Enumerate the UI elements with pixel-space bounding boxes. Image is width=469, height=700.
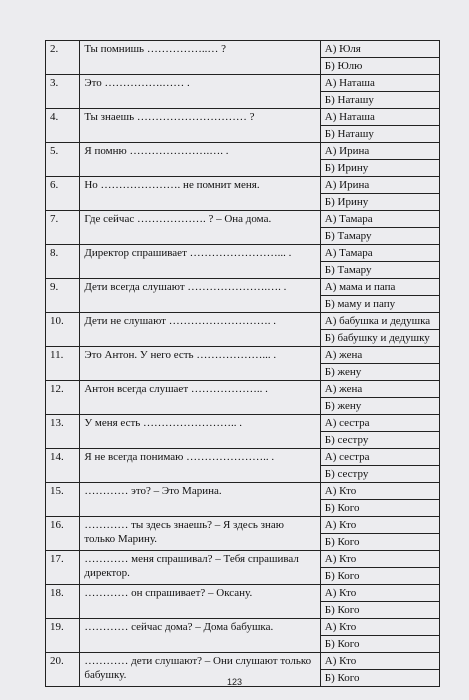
option-b: Б) Кого [320,568,439,585]
item-question: Где сейчас ………………. ? – Она дома. [80,211,320,245]
option-a: А) Юля [320,41,439,58]
item-question: Ты знаешь ………………………… ? [80,109,320,143]
option-a: А) Кто [320,517,439,534]
exercise-table [45,40,440,687]
option-a: А) Кто [320,551,439,568]
item-question: ………… ты здесь знаешь? – Я здесь знаю только Марину. [80,517,320,551]
option-a: А) Ирина [320,143,439,160]
option-b: Б) Кого [320,500,439,517]
option-a: А) жена [320,381,439,398]
option-b: Б) Кого [320,636,439,653]
item-number: 8. [46,245,80,279]
option-b: Б) сестру [320,432,439,449]
item-question: Антон всегда слушает ……………….. . [80,381,320,415]
item-number: 3. [46,75,80,109]
exercise-row [46,517,440,534]
item-number: 9. [46,279,80,313]
item-number: 7. [46,211,80,245]
item-question: У меня есть …………………….. . [80,415,320,449]
item-number: 14. [46,449,80,483]
option-a: А) Тамара [320,245,439,262]
exercise-row [46,619,440,636]
exercise-row [46,245,440,262]
item-number: 6. [46,177,80,211]
exercise-row [46,551,440,568]
item-number: 16. [46,517,80,551]
option-a: А) Кто [320,653,439,670]
item-number: 2. [46,41,80,75]
item-number: 11. [46,347,80,381]
exercise-row [46,483,440,500]
option-a: А) Кто [320,483,439,500]
option-a: А) Наташа [320,109,439,126]
exercise-rows [46,41,440,687]
option-b: Б) Юлю [320,58,439,75]
option-a: А) бабушка и дедушка [320,313,439,330]
item-question: ………… сейчас дома? – Дома бабушка. [80,619,320,653]
item-number: 10. [46,313,80,347]
item-number: 15. [46,483,80,517]
option-a: А) сестра [320,449,439,466]
option-b: Б) Наташу [320,92,439,109]
item-question: Это …………….…… . [80,75,320,109]
item-question: Дети не слушают ………………………. . [80,313,320,347]
item-number: 5. [46,143,80,177]
option-b: Б) сестру [320,466,439,483]
item-question: ………… меня спрашивал? – Тебя спрашивал директор. [80,551,320,585]
option-b: Б) Кого [320,534,439,551]
option-b: Б) Кого [320,602,439,619]
exercise-row [46,347,440,364]
item-question: Но …………………. не помнит меня. [80,177,320,211]
option-b: Б) Ирину [320,160,439,177]
item-question: Я помню ………………….…. . [80,143,320,177]
exercise-row [46,279,440,296]
option-a: А) Кто [320,619,439,636]
option-b: Б) маму и папу [320,296,439,313]
option-a: А) Наташа [320,75,439,92]
option-a: А) мама и папа [320,279,439,296]
option-b: Б) Тамару [320,262,439,279]
exercise-row [46,177,440,194]
option-a: А) жена [320,347,439,364]
exercise-row [46,381,440,398]
item-number: 19. [46,619,80,653]
option-b: Б) Тамару [320,228,439,245]
exercise-row [46,41,440,58]
item-question: ………… это? – Это Марина. [80,483,320,517]
option-b: Б) Кого [320,670,439,687]
option-a: А) Ирина [320,177,439,194]
option-b: Б) Ирину [320,194,439,211]
item-question: Я не всегда понимаю ………………….. . [80,449,320,483]
option-a: А) Кто [320,585,439,602]
item-number: 12. [46,381,80,415]
option-b: Б) жену [320,398,439,415]
exercise-row [46,211,440,228]
exercise-row [46,653,440,670]
exercise-row [46,415,440,432]
exercise-row [46,449,440,466]
option-a: А) Тамара [320,211,439,228]
item-number: 18. [46,585,80,619]
exercise-row [46,585,440,602]
item-question: ………… дети слушают? – Они слушают только бабушку. [80,653,320,687]
item-question: Ты помнишь ……………..… ? [80,41,320,75]
item-number: 13. [46,415,80,449]
item-question: Это Антон. У него есть ………………... . [80,347,320,381]
option-b: Б) жену [320,364,439,381]
option-b: Б) Наташу [320,126,439,143]
option-a: А) сестра [320,415,439,432]
exercise-row [46,75,440,92]
item-question: ………… он спрашивает? – Оксану. [80,585,320,619]
option-b: Б) бабушку и дедушку [320,330,439,347]
exercise-row [46,143,440,160]
item-question: Дети всегда слушают ………………….…. . [80,279,320,313]
item-question: Директор спрашивает ……………………... . [80,245,320,279]
exercise-row [46,313,440,330]
page-number: 123 [226,677,243,687]
item-number: 4. [46,109,80,143]
item-number: 20. [46,653,80,687]
item-number: 17. [46,551,80,585]
exercise-row [46,109,440,126]
